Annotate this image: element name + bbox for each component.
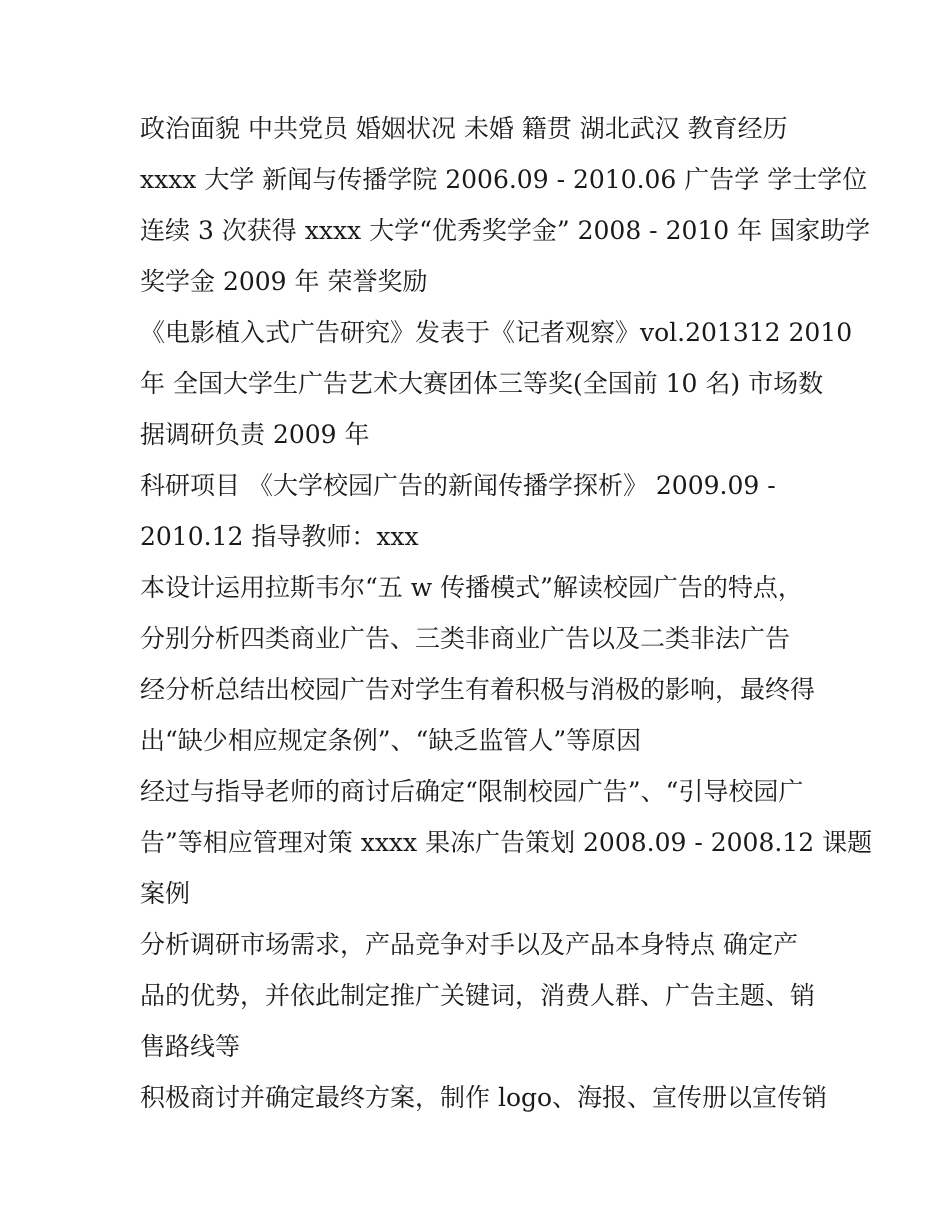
text-line: 告”等相应管理对策 xxxx 果冻广告策划 2008.09 - 2008.12 课题 (140, 828, 873, 857)
text-line: 售路线等 (140, 1032, 241, 1061)
text-line: 案例 (140, 879, 191, 908)
text-line: 出“缺少相应规定条例”、“缺乏监管人”等原因 (140, 726, 642, 755)
text-line: 据调研负责 2009 年 (140, 420, 370, 449)
text-line: 2010.12 指导教师：xxx (140, 522, 419, 551)
text-line: 年 全国大学生广告艺术大赛团体三等奖(全国前 10 名) 市场数 (140, 369, 824, 398)
text-line: 科研项目 《大学校园广告的新闻传播学探析》 2009.09 - (140, 471, 776, 500)
text-line: 奖学金 2009 年 荣誉奖励 (140, 267, 428, 296)
text-line: 政治面貌 中共党员 婚姻状况 未婚 籍贯 湖北武汉 教育经历 (140, 114, 788, 143)
text-line: 品的优势，并依此制定推广关键词，消费人群、广告主题、销 (140, 981, 816, 1010)
text-line: 《电影植入式广告研究》发表于《记者观察》vol.201312 2010 (140, 318, 853, 347)
text-line: xxxx 大学 新闻与传播学院 2006.09 - 2010.06 广告学 学士学位 (140, 165, 868, 194)
text-line: 本设计运用拉斯韦尔“五 w 传播模式”解读校园广告的特点， (140, 573, 803, 602)
text-line: 连续 3 次获得 xxxx 大学“优秀奖学金” 2008 - 2010 年 国家助学 (140, 216, 871, 245)
text-line: 分别分析四类商业广告、三类非商业广告以及二类非法广告 (140, 624, 791, 653)
text-line: 积极商讨并确定最终方案，制作 logo、海报、宣传册以宣传销 (140, 1083, 828, 1112)
document-body (140, 103, 873, 1123)
text-line: 经分析总结出校园广告对学生有着积极与消极的影响，最终得 (140, 675, 816, 704)
text-line: 分析调研市场需求，产品竞争对手以及产品本身特点 确定产 (140, 930, 798, 959)
text-line: 经过与指导老师的商讨后确定“限制校园广告”、“引导校园广 (140, 777, 804, 806)
